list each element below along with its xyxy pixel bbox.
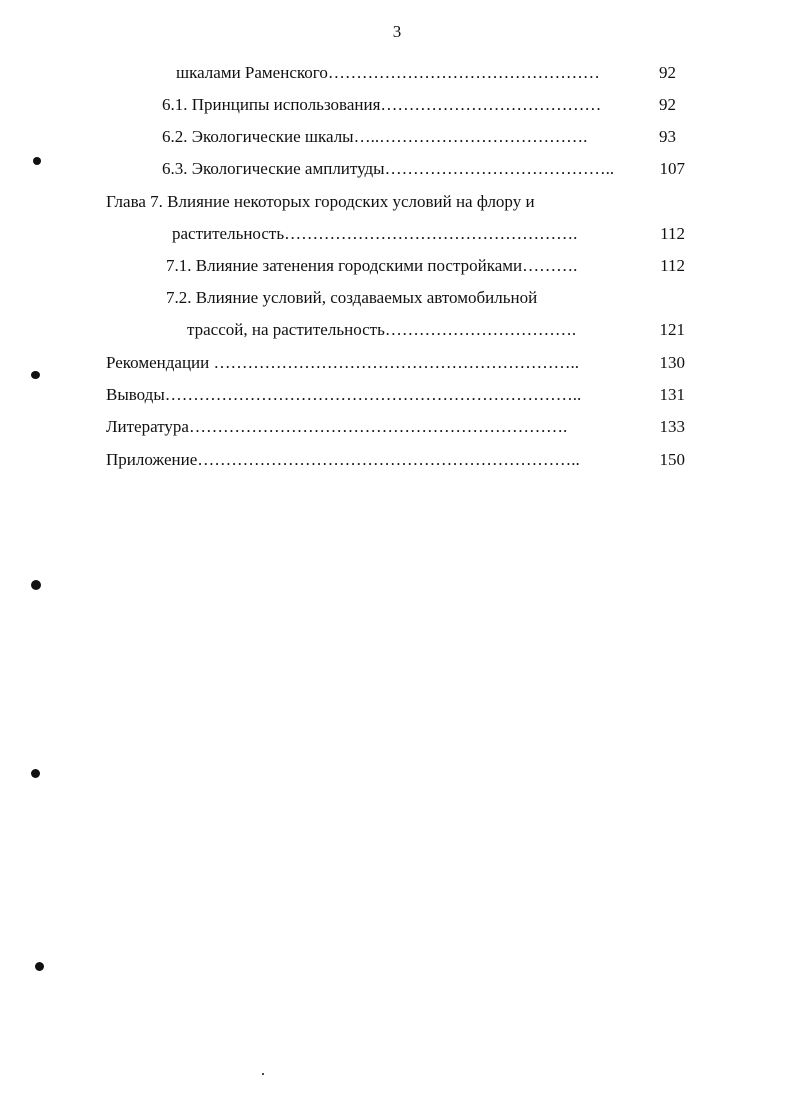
- toc-entry-page: 112: [660, 224, 685, 243]
- scan-mark: [35, 962, 44, 971]
- page-number: 3: [392, 22, 402, 41]
- toc-entry-text: 6.1. Принципы использования…………………………………: [162, 95, 602, 114]
- toc-entry-page: 92: [659, 95, 676, 114]
- toc-entry-page: 112: [660, 256, 685, 275]
- toc-entry-text: 6.3. Экологические амплитуды…………………………………..: [162, 159, 615, 178]
- scan-mark: [33, 157, 41, 165]
- toc-entry-page: 92: [659, 63, 676, 82]
- toc-entry-text: 6.2. Экологические шкалы…..……………………………….: [162, 127, 588, 146]
- scan-mark: [31, 580, 41, 590]
- toc-entry-text: трассой, на растительность…………………………….: [187, 320, 577, 339]
- toc-entry-page: 133: [659, 417, 685, 436]
- toc-entry-text: шкалами Раменского…………………………………………: [176, 63, 600, 82]
- toc-entry-text: Выводы………………………………………………………………..: [106, 385, 582, 404]
- toc-section-title: 7.2. Влияние условий, создаваемых автомобильной: [166, 288, 538, 307]
- toc-chapter-title: Глава 7. Влияние некоторых городских условий на флору и: [106, 192, 535, 211]
- toc-entry-page: 150: [659, 450, 685, 469]
- toc-entry-page: 93: [659, 127, 676, 146]
- toc-entry-page: 121: [659, 320, 685, 339]
- scan-dot: [262, 1073, 264, 1075]
- toc-entry-text: растительность…………………………………………….: [172, 224, 578, 243]
- toc-entry-page: 131: [659, 385, 685, 404]
- scan-mark: [31, 371, 40, 379]
- toc-entry-text: Литература………………………………………………………….: [106, 417, 568, 436]
- toc-entry-text: Рекомендации ………………………………………………………..: [106, 353, 579, 372]
- toc-entry-page: 107: [659, 159, 685, 178]
- toc-entry-text: Приложение…………………………………………………………..: [106, 450, 580, 469]
- scan-mark: [31, 769, 40, 778]
- toc-entry-text: 7.1. Влияние затенения городскими постройками……….: [166, 256, 578, 275]
- toc-entry-page: 130: [659, 353, 685, 372]
